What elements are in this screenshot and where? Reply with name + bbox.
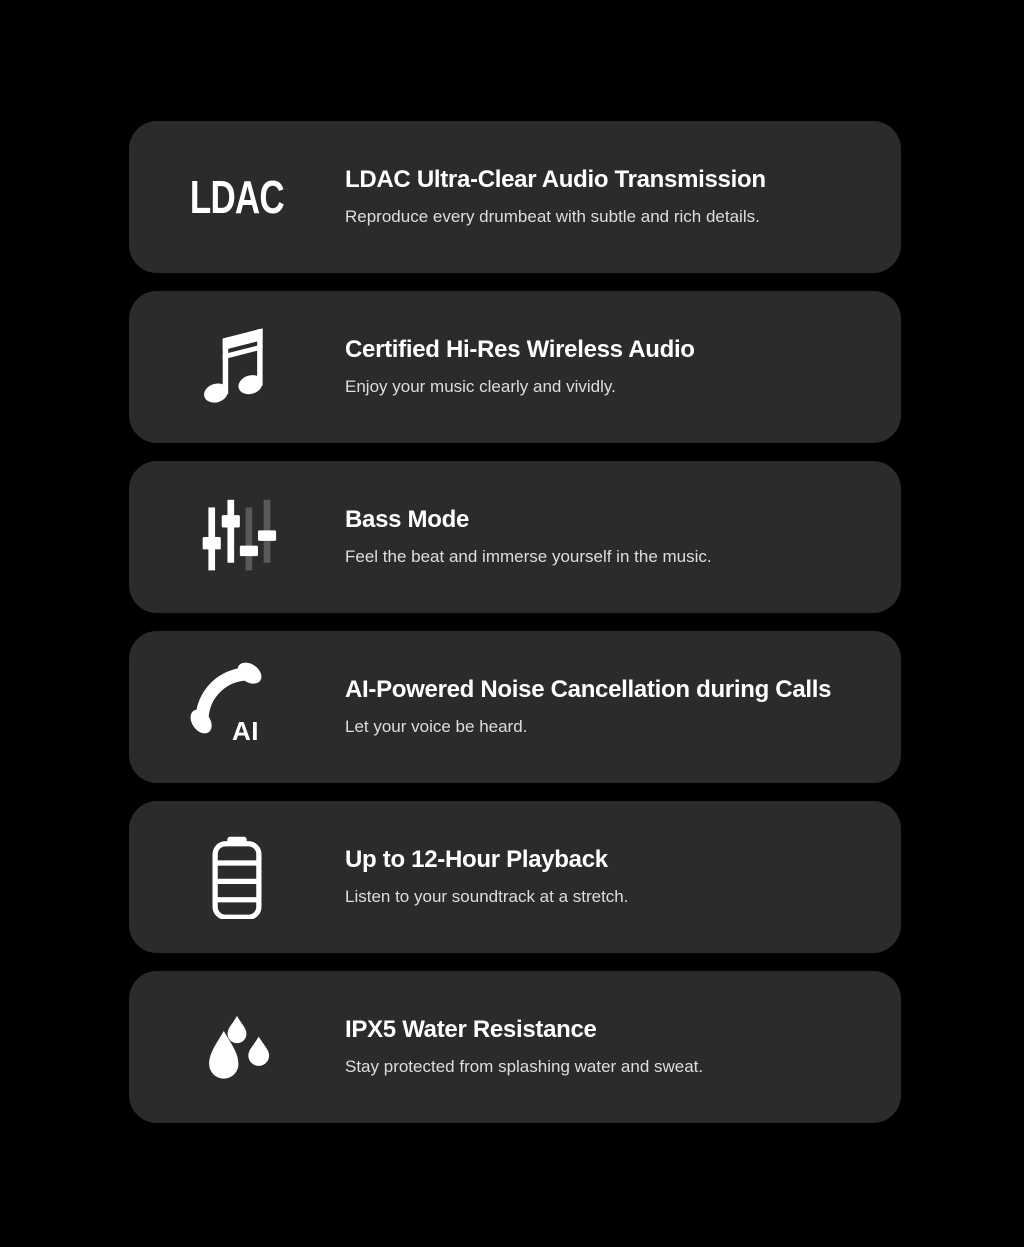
text-area: [345, 846, 901, 907]
battery-icon: [209, 835, 265, 919]
text-area: [345, 676, 901, 737]
feature-subtitle: Listen to your soundtrack at a stretch.: [345, 887, 629, 907]
feature-subtitle: Feel the beat and immerse yourself in the music.: [345, 547, 712, 567]
feature-title: Bass Mode: [345, 506, 470, 534]
feature-card-playback: [129, 801, 901, 953]
feature-title: Up to 12-Hour Playback: [345, 846, 608, 874]
feature-card-hires-audio: [129, 291, 901, 443]
icon-area: [129, 835, 345, 919]
feature-subtitle: Reproduce every drumbeat with subtle and rich details.: [345, 207, 760, 227]
text-area: [345, 1016, 901, 1077]
text-area: [345, 166, 901, 227]
icon-area: [129, 170, 345, 224]
feature-title: IPX5 Water Resistance: [345, 1016, 597, 1044]
feature-title: LDAC Ultra-Clear Audio Transmission: [345, 166, 766, 194]
feature-subtitle: Let your voice be heard.: [345, 717, 528, 737]
text-area: [345, 336, 901, 397]
feature-card-water-resistance: [129, 971, 901, 1123]
music-note-icon: [195, 325, 279, 409]
feature-list: [129, 121, 901, 1123]
ldac-logo: LDAC: [189, 171, 285, 223]
icon-area: [129, 325, 345, 409]
feature-card-ldac: [129, 121, 901, 273]
feature-card-bass-mode: [129, 461, 901, 613]
feature-title: Certified Hi-Res Wireless Audio: [345, 336, 695, 364]
feature-title: AI-Powered Noise Cancellation during Calls: [345, 676, 832, 704]
icon-area: [129, 1011, 345, 1083]
icon-area: [129, 658, 345, 756]
icon-area: [129, 496, 345, 578]
feature-subtitle: Stay protected from splashing water and sweat.: [345, 1057, 704, 1077]
ai-label: AI: [232, 716, 259, 746]
feature-subtitle: Enjoy your music clearly and vividly.: [345, 377, 616, 397]
text-area: [345, 506, 901, 567]
feature-card-ai-noise-cancellation: [129, 631, 901, 783]
water-drops-icon: [203, 1011, 271, 1083]
equalizer-sliders-icon: [191, 496, 283, 578]
phone-handset-ai-icon: [188, 658, 286, 756]
